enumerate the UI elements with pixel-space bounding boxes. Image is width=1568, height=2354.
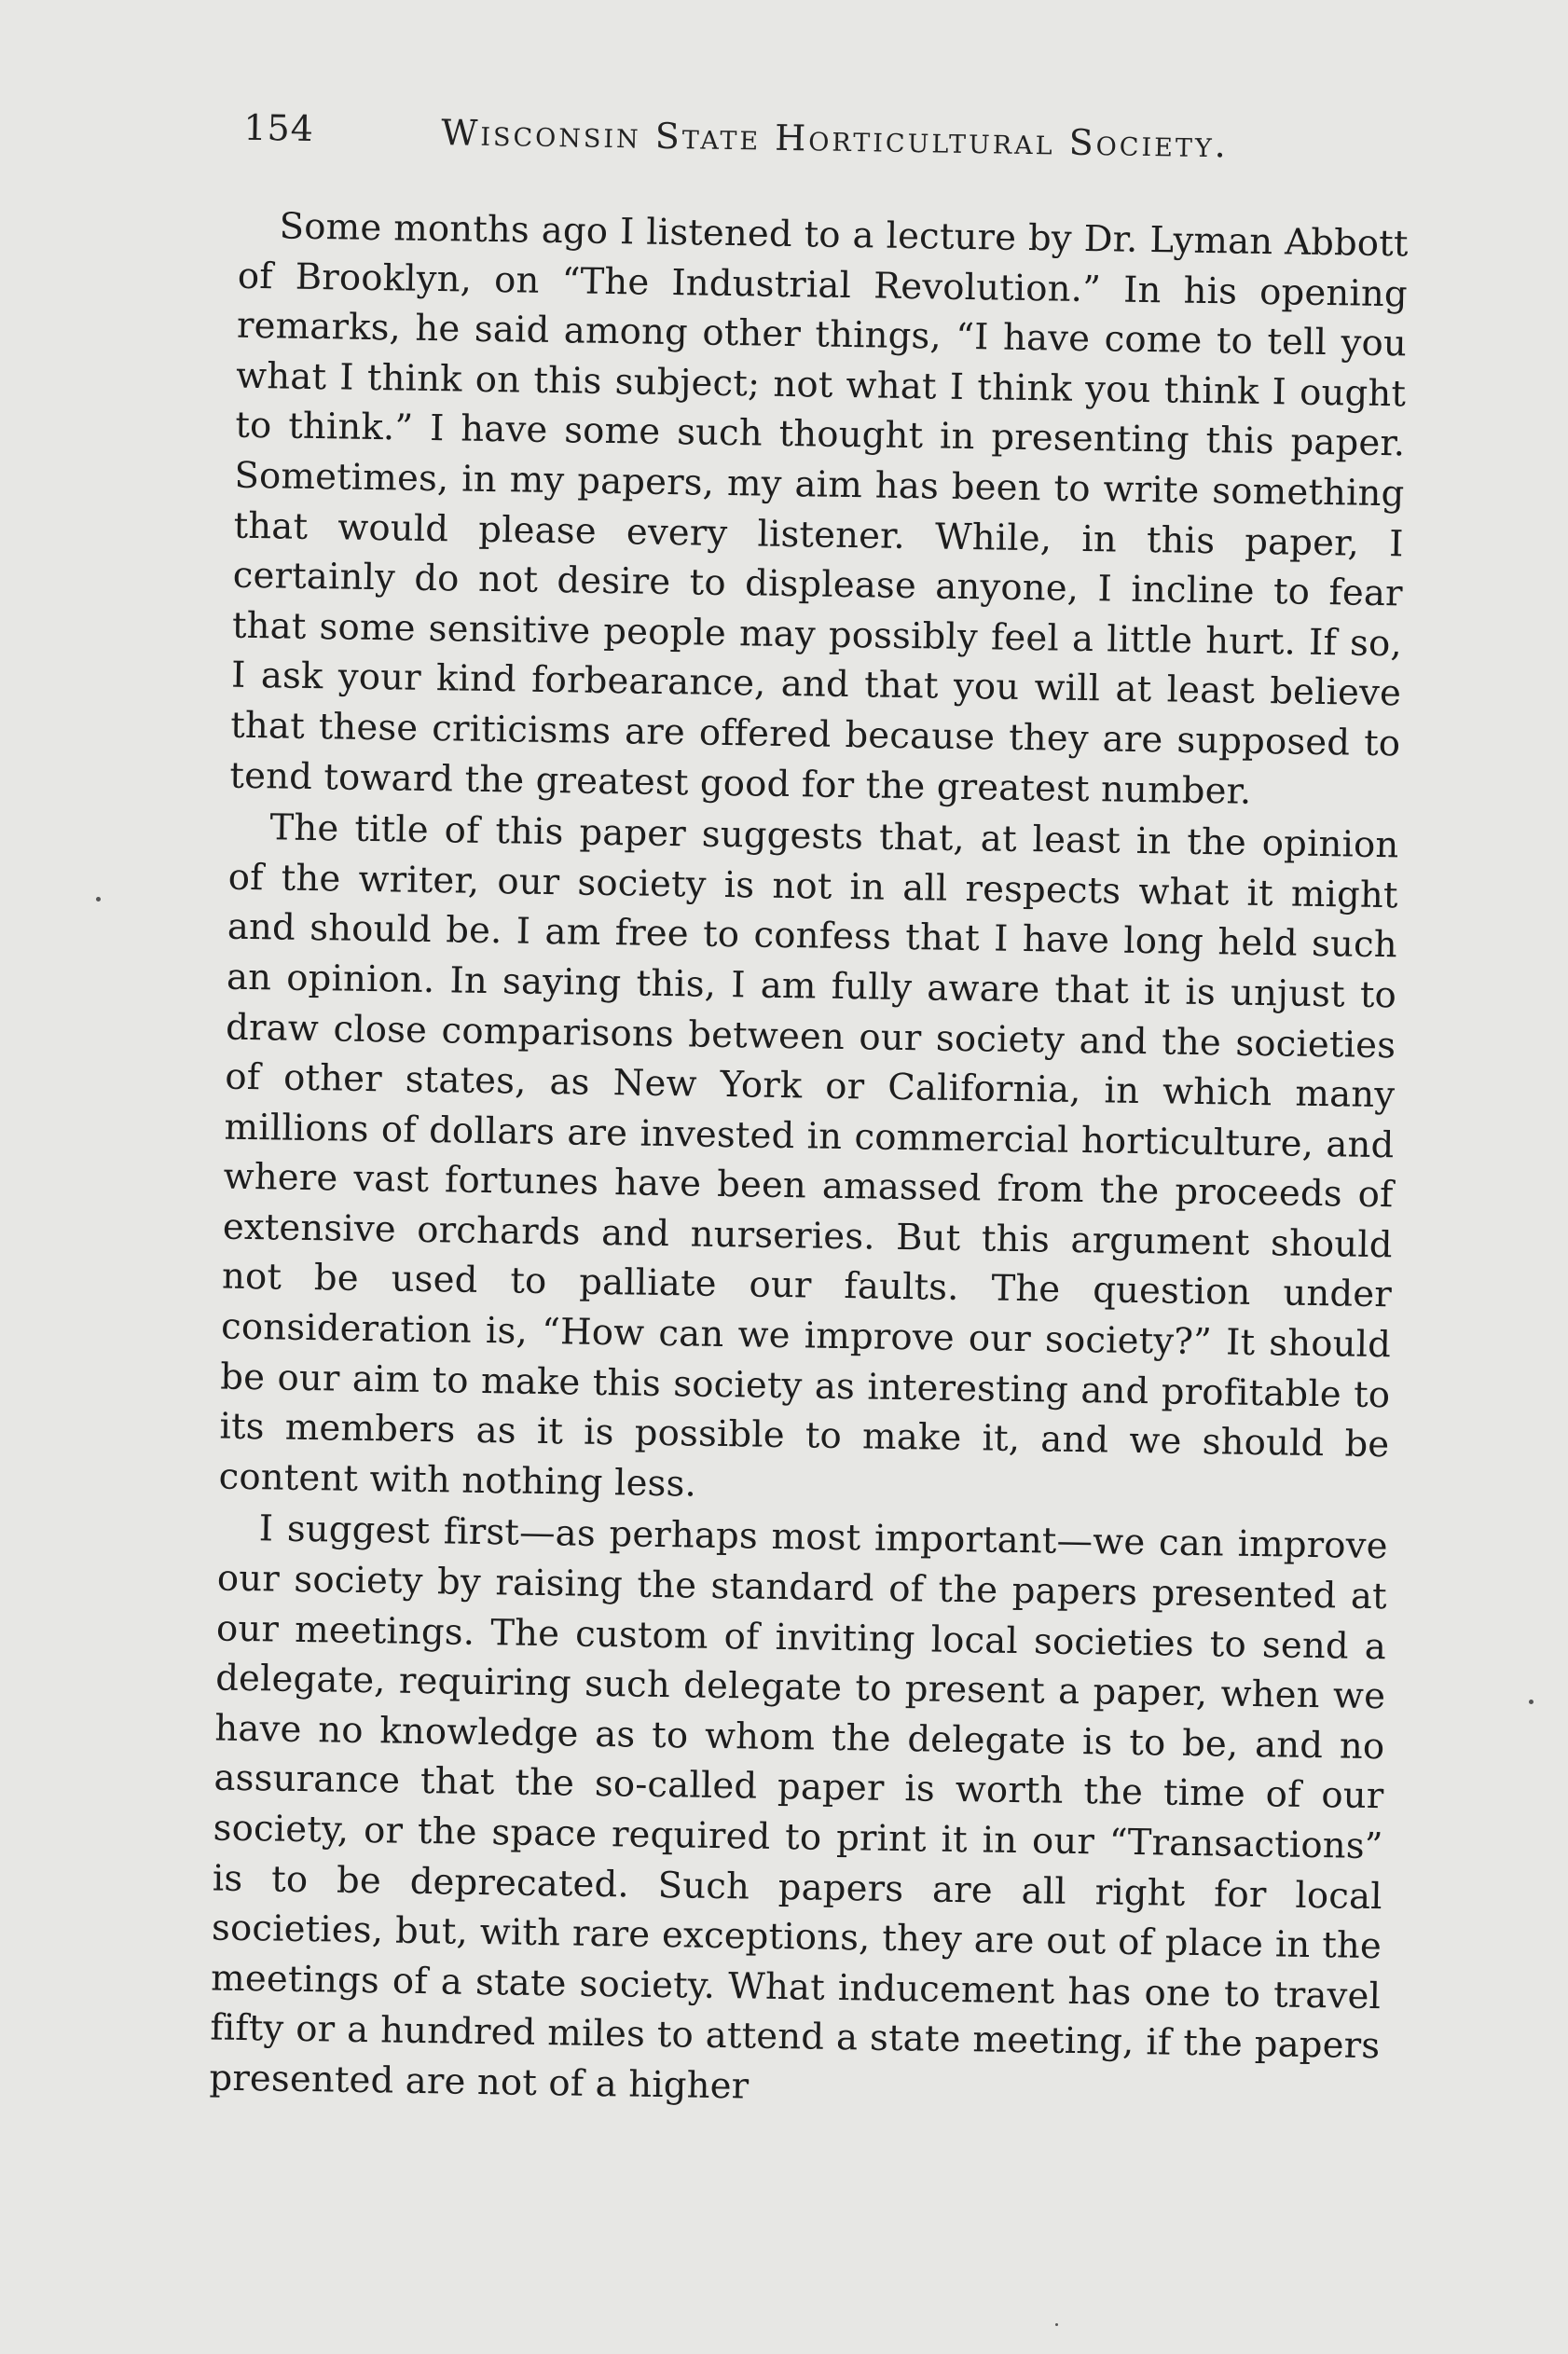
paper-speck [1529, 1700, 1534, 1704]
paragraph-1: Some months ago I listened to a lecture by Dr. Lyman Abbott of Brooklyn, on “The Industrial Revolution.” In his opening remarks, he said among other things, “I have come to tell you what I think on this subject; not what I think you think I ought to think.” I have some such thought in presenting this paper. Sometimes, in my papers, my aim has been to write something that would please every listener. While, in this paper, I certainly do not desire to displease anyone, I incline to fear that some sensitive people may possibly feel a little hurt. If so, I ask your kind forbearance, and that you will at least believe that these criticisms are offered because they are supposed to tend toward the greatest good for the greatest number. [229, 205, 1409, 813]
page-header [243, 96, 1232, 177]
page-number: 154 [243, 106, 315, 149]
paper-speck [1055, 2323, 1058, 2326]
paragraph-2: The title of this paper suggests that, at least in the opinion of the writer, our society is not in all respects what it might and should be. I am free to confess that I have long held such an opinion. In saying this, I am fully aware that it is unjust to draw close comparisons between our society and the societies of other states, as New York or California, in which many millions of dollars are invested in commercial horticulture, and where vast fortunes have been amassed from the proceeds of extensive orchards and nurseries. But this argument should not be used to palliate our faults. The question under consideration is, “How can we improve our society?” It should be our aim to make this society as interesting and profitable to its members as it is possible to make it, and we should be content with nothing less. [218, 806, 1399, 1506]
body-text [209, 201, 1409, 2124]
paragraph-3: I suggest first—as perhaps most important—we can improve our society by raising the standard of the papers presented at our meetings. The custom of inviting local societies to send a delegate, requiring such delegate to present a paper, when we have no knowledge as to whom the delegate is to be, and no assurance that the so-called paper is worth the time of our society, or the space required to print it in our “Transactions” is to be deprecated. Such papers are all right for local societies, but, with rare exceptions, they are out of place in the meetings of a state society. What inducement has one to travel fifty or a hundred miles to attend a state meeting, if the papers presented are not of a higher [209, 1507, 1389, 2108]
running-head: Wisconsin State Horticultural Society. [441, 112, 1230, 166]
paper-speck [96, 897, 101, 902]
